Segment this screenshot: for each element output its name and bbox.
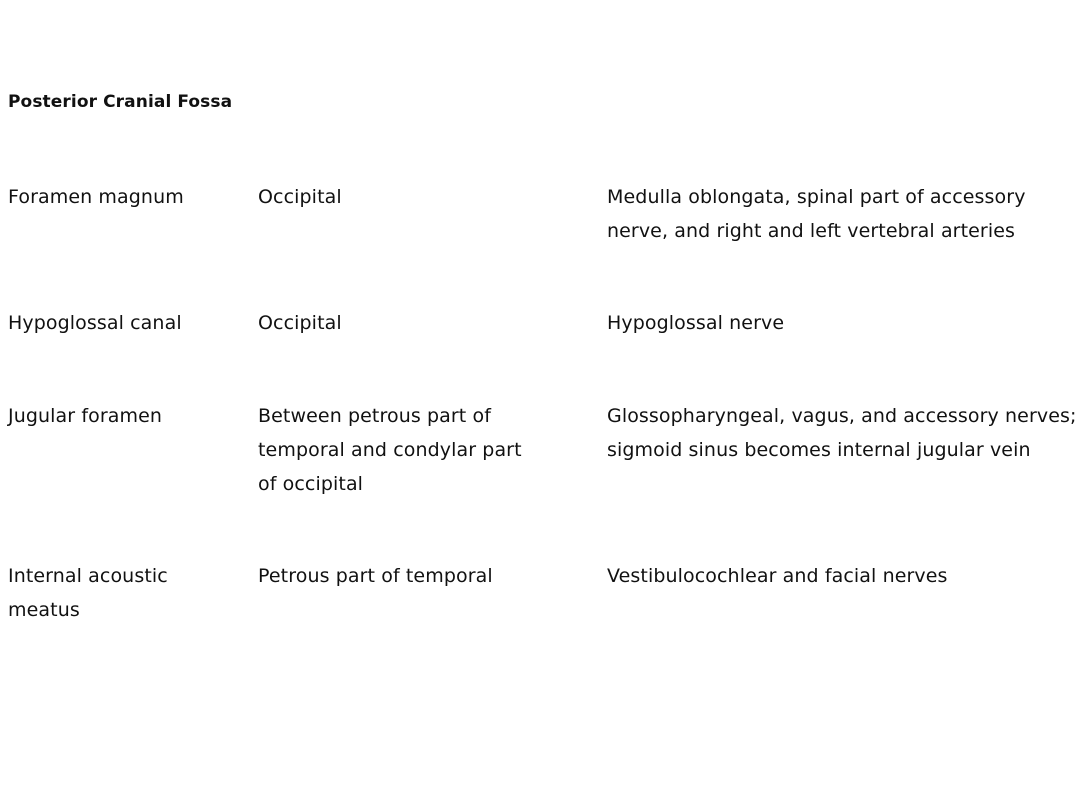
structures-cell	[607, 306, 1080, 340]
structures-cell	[607, 399, 1080, 467]
bone-cell	[258, 559, 558, 593]
bone-cell	[258, 180, 558, 214]
opening-text: meatus	[8, 599, 80, 621]
structures-cell	[607, 559, 1080, 593]
opening-text: Hypoglossal canal	[8, 312, 182, 334]
opening-text: Foramen magnum	[8, 186, 184, 208]
bone-text: Occipital	[258, 186, 342, 208]
bone-cell	[258, 399, 558, 501]
structures-text: sigmoid sinus becomes internal jugular vein	[607, 439, 1031, 461]
bone-cell	[258, 306, 558, 340]
section-title: Posterior Cranial Fossa	[8, 92, 233, 112]
structures-text: Medulla oblongata, spinal part of accessory	[607, 186, 1026, 208]
bone-text: of occipital	[258, 473, 364, 495]
opening-cell	[8, 180, 238, 214]
opening-text: Jugular foramen	[8, 405, 163, 427]
bone-text: Occipital	[258, 312, 342, 334]
opening-cell	[8, 399, 238, 433]
structures-text: nerve, and right and left vertebral arteries	[607, 220, 1016, 242]
opening-cell	[8, 559, 238, 627]
bone-text: temporal and condylar part	[258, 439, 522, 461]
structures-text: Vestibulocochlear and facial nerves	[607, 565, 948, 587]
structures-text: Glossopharyngeal, vagus, and accessory nerves;	[607, 405, 1077, 427]
bone-text: Between petrous part of	[258, 405, 491, 427]
structures-cell	[607, 180, 1080, 248]
opening-text: Internal acoustic	[8, 565, 168, 587]
bone-text: Petrous part of temporal	[258, 565, 493, 587]
structures-text: Hypoglossal nerve	[607, 312, 785, 334]
opening-cell	[8, 306, 238, 340]
